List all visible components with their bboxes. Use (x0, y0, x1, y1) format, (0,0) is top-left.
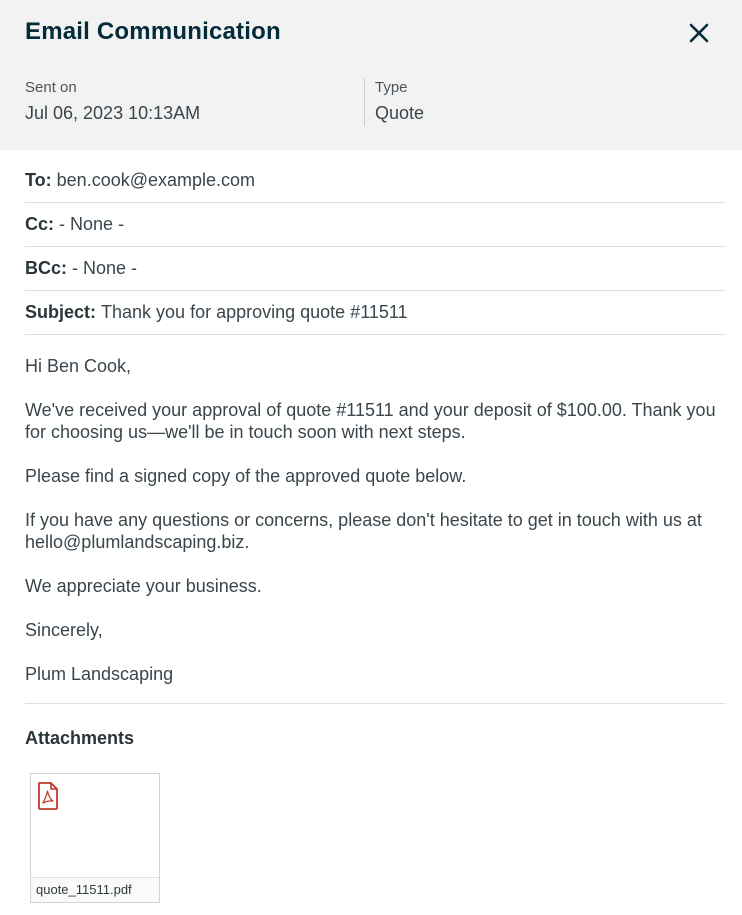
email-body (25, 335, 725, 704)
body-paragraph: Sincerely, (25, 620, 103, 640)
body-paragraph: If you have any questions or concerns, please don't hesitate to get in touch with us at hello@plumlandscaping.biz. (25, 510, 702, 552)
sent-on-label: Sent on (25, 79, 77, 96)
attachments-heading: Attachments (25, 728, 135, 748)
to-row (25, 150, 725, 203)
cc-row (25, 203, 725, 247)
body-paragraph: Hi Ben Cook, (25, 356, 132, 376)
sent-on-value: Jul 06, 2023 10:13AM (25, 103, 201, 123)
subject-value: Thank you for approving quote #11511 (101, 302, 408, 322)
body-paragraph: Plum Landscaping (25, 664, 174, 684)
close-icon[interactable] (684, 18, 714, 48)
pdf-file-icon (37, 782, 59, 810)
sent-on-section (25, 78, 365, 126)
attachment-file-name[interactable]: quote_11511.pdf (31, 877, 159, 902)
type-section (365, 78, 424, 126)
bcc-row (25, 247, 725, 291)
email-content (0, 150, 742, 903)
bcc-label: BCc: (25, 258, 68, 278)
subject-label: Subject: (25, 302, 97, 322)
type-label: Type (375, 79, 408, 96)
attachment-quote-pdf[interactable] (30, 773, 160, 903)
body-paragraph: We appreciate your business. (25, 576, 262, 596)
type-value: Quote (375, 103, 425, 123)
close-button[interactable] (684, 18, 714, 48)
modal-header (0, 0, 742, 150)
body-paragraph: Please find a signed copy of the approved quote below. (25, 466, 467, 486)
email-meta (25, 78, 717, 126)
to-label: To: (25, 169, 52, 190)
body-paragraph: We've received your approval of quote #11511 and your deposit of $100.00. Thank you for choosing us—we'll be in touch soon with next steps. (25, 400, 716, 442)
cc-value: - None - (59, 214, 125, 234)
modal-title: Email Communication (25, 18, 281, 45)
bcc-value: - None - (72, 258, 138, 278)
to-value: ben.cook@example.com (56, 169, 256, 190)
subject-row (25, 291, 725, 335)
cc-label: Cc: (25, 214, 55, 234)
